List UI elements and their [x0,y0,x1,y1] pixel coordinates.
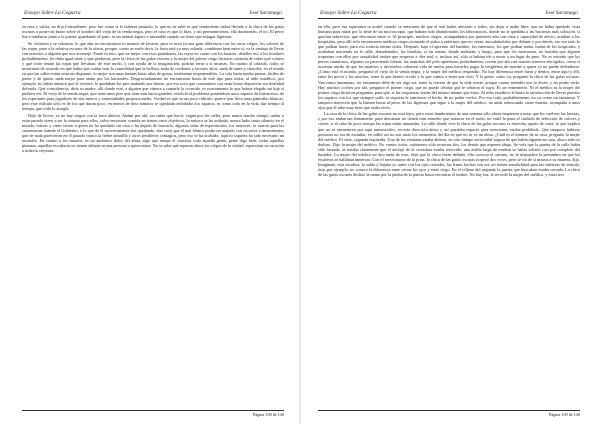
page-footer [318,410,580,417]
paragraph: su casa y sufría, no dijo Consuélame, pero fue como si lo hubiera pensado, lo que no se sabe es qué sentimiento habrá llevado a la chica de las gafas oscuras a poner un brazo sobre el hombro del viejo de la venda negra, pero el caso es que lo hizo, y así permanecieron, ella durmiendo, él no. El perro fue a tumbarse junto a la puerta, guardando el paso, es un animal áspero e intratable cuando no tiene que enjugar lágrimas. [22,24,284,40]
page-body [318,24,580,177]
page-header [318,10,580,19]
book-title: Ensayo Sobre La Ceguera [24,10,81,16]
paragraph: en ella, pero esa esperanza se acabó cuando se enteraron de que el mal había afectado a todos, sin dejar a nadie libre, que no había quedado vista humana para mirar por la lente de un microscopio, que habían sido abandonados los laboratorios, donde no le quedaba a las bacterias más solución, si querían sobrevivir, que devorarse entre sí. Al principio, muchos ciegos, acompañados por parientes aún con vista y capacidad de afecto, acudían a los hospitales, pero allí sólo encontraron médicos ciegos tomando el pulso a enfermos que no veían, auscultándolos por delante y por detrás, eso era todo lo que podían hacer, para eso todavía tenían oídos. Después, bajo el apremio del hambre, los enfermos, los que podían andar, huían de los hospitales, y acababan muriendo en la calle, abandonados, las familias, si las tenían, dónde andarían, y luego, para que los enterrasen, no bastaba que alguien tropezase con ellos por casualidad, tenían que empezar a oler mal, e, incluso así, sólo si habían ido a morir a un lugar de paso. No es extraño que los perros cuantiosos, algunos ya pareciendo hienas, las manchas del pelo aparentan, podredumbre, corren por ahí con cuartos traseros encogidos, como si tuvieran miedo de que los muertos y devorados cobrasen vida de nuevo para hacerles pagar la vergüenza de morder a quien ya no puede defenderse. ¿Cómo está el mundo, preguntó el viejo de la venda negra, y la mujer del médico respondió, No hay diferencia entre fuera y dentro, entre aquí y allí, entre los pocos y los muchos, entre lo que hemos vivido y lo que vamos a tener que vivir. Y la gente, cómo va, preguntó la chica de las gafas oscuras. Van como fantasmas, ser fantasmas debe de ser algo así, tener la certeza de que la vida existe, porque cuatro sentidos nos lo dicen, y no poder verla. Hay muchos coches por ahí, preguntó el primer ciego, que no puede olvidar que le robaron el suyo. Es un cementerio. Ni el médico ni la mujer del primer ciego hicieron preguntas, para qué, si las respuestas serían del mismo talante que éstas. Al niño estrábico le basta la satisfacción de llevar puestos los zapatos con los que siempre soñó, ni siquiera le entristece el hecho de no poder verlos. Por eso todo, probablemente, no va como un fantasma. Y tampoco mereceía que la llamen hiena al perro de las lágrimas que sigue a la mujer del médico, no anda rebuscando carne muerta, acompaña a unos ojos que él sabe muy bien que están vivos. [318,24,580,110]
page-number: Página 108 de 149 [252,412,284,417]
paragraph: Dejó de llover, ya no hay ciegos con la boca abierta. Andan por ahí, sin saber qué hacer, vagan por las calles, pero nunca mucho tiempo, andar o estar parado viene a ser lo mismo para ellos, salvo encontrar comida no tienen otros objetivos, la música se ha acabado, nunca hubo tanto silencio en el mundo, teatros y cines sirven a quien no ha quedado sin casa o ha dejado de buscarla, algunos salas de espectáculos, los mayores, se usaron para las cuarentenas cuando el Gobierno, o lo que de él sucesivamente fue quedando, aún creía que el mal blanco podía ser atajado con recursos e instrumentos que de nada parecieron en el pasado contra la fiebre amarilla y otros pestíferos contagios, pero eso se ha acabado, aquí ni siquiera ha sido necesario un incendio. En cuanto a los museos, es un auténtico dolor del alma, algo que rompe el corazón, toda aquella gente, gente digo bien, todas aquellas pinturas, aquellas esculturas no tienen delante ni una persona a quien mirar. No se sabe qué esperan ahora los ciegos de la ciudad, esperarían su curación a todavía creyeran [22,112,285,154]
page-header [22,10,284,19]
page-body [22,24,284,153]
author-name: José Saramago [248,10,282,16]
paragraph: Se vistieron y se calzaron, lo que aún no encontraron es manera de lavarse, pero es nota ya una gran diferencia con los otros ciegos, los colores de las ropas, pese a la relativa escasez de la oferta, porque, como se suele decir, la fruta está ya muy sobada, combinan bien entre sí, va la ventaja de llevar con nosotros a alguien que nos aconseje. Ponte tú esto, que va mejor con esos pantalones, las rayas no casan con los lunares, detalles así, a los hombres probablemente, les daba igual tanto y que perdieras, pero la chica de las gafas oscuras y la mujer del primer ciego hicieron cuestión de saber qué colores y qué corte tenían las ropas que llevaban, de este modo, y con ayuda de la imaginación, podrán verse a sí mismas. En cuanto al calzado, todos se mostraron de acuerdo en que había que cuidar más la comodidad que la belleza, nada de cordones y tacones altos, nada de antes y charoles, en el estado en que las calles están sería un disparate, lo mejor son unas buenas botas altas de goma, totalmente impermeables. La cola hasta media pierna, fáciles de poner y de quitar, nada mejor para andar por los barrizales. Desgraciadamente no encontraron botas de este tipo para todos, al niño estrábico, por ejemplo, no había número que le sirviera, le quedaban los pies nadando por dentro, por eso tuvo que contentarse con unas botas deportivas sin finalidad definida. Qué coincidencia, diría su madre, allí donde esté, a alguien que viniera a contarle lo ocurrido, es exactamente lo que habría elegido mi hijo si pudiera ver. El viejo de la venda negra, que tiene unos pies que tiran más hacia grandes, resolvió el problema poniéndose unos zapatos de baloncesto, de los especiales para jugadores de dos metros y extremidades proporcionales. Verdad es que va un poco ridículo, parece que lleva unas pantuflas blancas, pero este ridículo sólo es de los que duran poco, en menos de diez minutos se quedarán enlodados los zapatos, es como todo en la vida, dar tiempo al tiempo, que todo lo arregla. [22,40,284,112]
right-page [300,0,600,424]
paragraph: La casa de la chica de las gafas oscuras no está lejos, pero estos hambrientos de una semana sólo ahora empiezan a notar que les vuelven las fuerzas, y por eso andan tan lentamente, para descansar no tienen más remedio que sentarse en el suelo, no valió la pena el cuidado de selección de colores y cortes, si al cabo de poco tiempo las ropas están inmundas. La calle donde vive la chica de las gafas oscuras es estrecha, aparte de corta, lo que explica que no se encuentren por aquí automóviles, en este dirección única y así quedaba espacio para estacionar, estaba prohibido. Que tampoco hubiese personas no era de extrañar, en calles así no son raras los momentos del día en que no se ve un alma. ¿Cuál es el número de tu casa, preguntó la mujer del médico, El siete, segunda izquierda. Una de las ventanas estaba abierta, en otro tiempo sería señal segura de que había alguien en casa, ahora todo es dudoso. Dijo la mujer del médico, No vamos todos, subiremos sólo nosotras dos, los demás que esperen abajo. Se veía que la puerta de la calle había sido forzada, se notaba claramente que el anclaje de la cerradura estaba retorcido, una astilla larga de madera se había soltado casi por completo del bastidor. La mujer del médico no dijo nada de esto, dejó que la chica fuese delante, ella conocía el camino, no le importaba la penumbra en que las escaleras se hallaban inmersas. Con el nerviosismo de la prisa, la chica de las gafas oscuras tropezó dos veces, pero se rió de sí misma a su manera, dijo, Imagínate, esta escalera, la subía y bajaba yo antes con los ojos cerrados, las frases hechas son así, no tienen sensibilidad para las sutilezas de sentido, ésta, por ejemplo, no conoce la diferencia entre cerrar los ojos y estar ciego. En el rellano del segundo la puerta que buscaban estaba cerrada. La chica de las gafas oscuras deslizó la mano por la jamba de la puerta hasta encontrar el timbre. No hay luz, le recordó la mujer del médico, y estas tres [318,111,580,177]
page-footer [22,410,284,417]
author-name: José Saramago [544,10,578,16]
page-number: Página 109 de 149 [548,412,580,417]
book-title: Ensayo Sobre La Ceguera [320,10,377,16]
